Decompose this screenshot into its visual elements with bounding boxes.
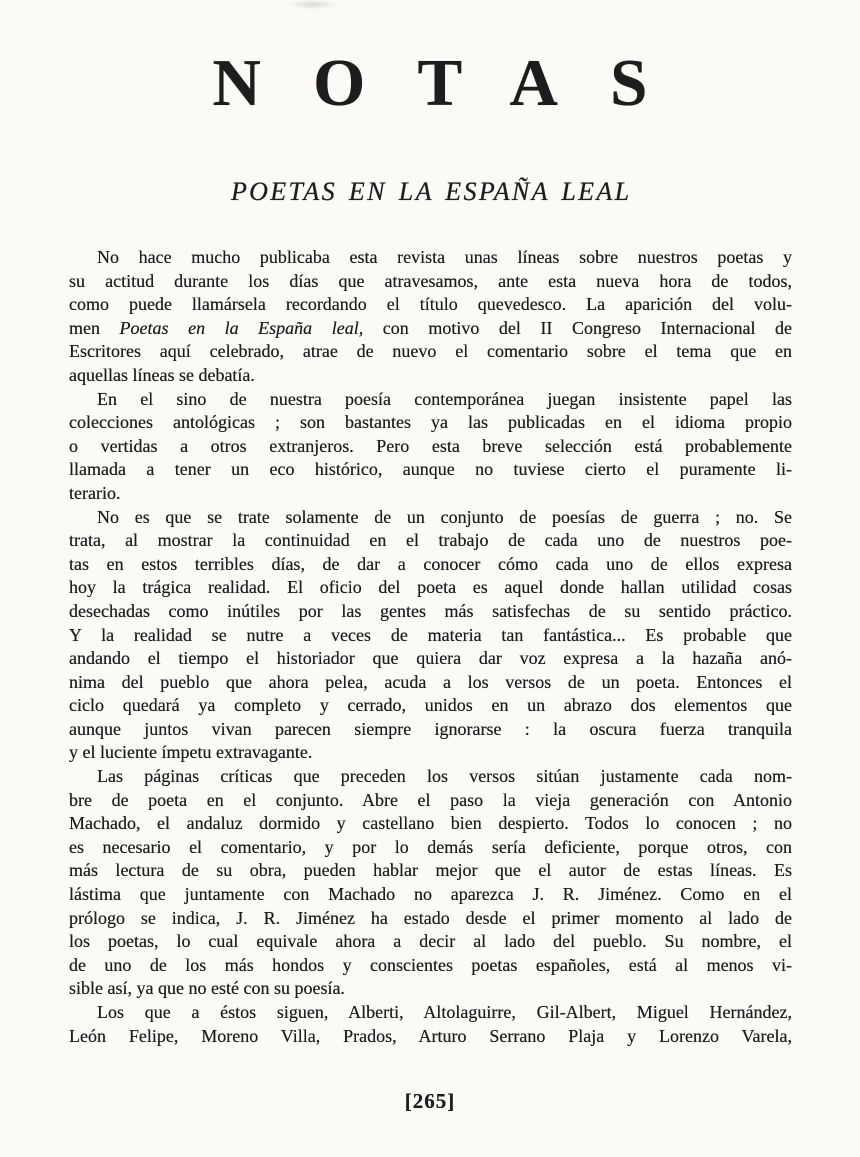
text-segment: y el luciente ímpetu extravagante. xyxy=(69,742,313,763)
page-title xyxy=(0,46,860,120)
page-title-text: NOTAS xyxy=(212,46,700,120)
text-line xyxy=(69,435,792,459)
text-line xyxy=(69,954,792,978)
text-segment: hoy la trágica realidad. El oficio del poeta es aquel donde hallan utilidad cosas xyxy=(69,577,792,598)
text-segment: No es que se trate solamente de un conjunto de poesías de guerra ; no. Se xyxy=(97,506,792,527)
text-line xyxy=(69,246,792,270)
text-line xyxy=(69,388,792,412)
page-number: [265] xyxy=(404,1089,456,1113)
text-segment: Machado, el andaluz dormido y castellano bien despierto. Todos lo conocen ; no xyxy=(69,813,792,834)
paragraph xyxy=(69,246,792,388)
scan-artifact-top xyxy=(287,0,339,9)
text-line xyxy=(69,458,792,482)
text-segment: ciclo quedará ya completo y cerrado, unidos en un abrazo dos elementos que xyxy=(69,695,792,716)
text-line xyxy=(69,930,792,954)
text-segment: de uno de los más hondos y conscientes poetas españoles, está al menos vi- xyxy=(69,954,792,975)
text-segment: León Felipe, Moreno Villa, Prados, Arturo Serrano Plaja y Lorenzo Varela, xyxy=(69,1025,792,1046)
text-line xyxy=(69,600,792,624)
text-line xyxy=(69,718,792,742)
text-line xyxy=(69,741,792,765)
text-segment: Poetas en la España leal, xyxy=(119,317,364,338)
text-segment: terario. xyxy=(69,482,121,503)
text-line xyxy=(69,671,792,695)
text-line xyxy=(69,812,792,836)
text-segment: su actitud durante los días que atravesamos, ante esta nueva hora de todos, xyxy=(69,270,792,291)
text-line xyxy=(69,647,792,671)
text-line xyxy=(69,694,792,718)
text-segment: sible así, ya que no esté con su poesía. xyxy=(69,978,345,999)
text-line xyxy=(69,506,792,530)
text-segment: tas en estos terribles días, de dar a conocer cómo cada uno de ellos expresa xyxy=(69,553,792,574)
article-subtitle-text: POETAS EN LA ESPAÑA LEAL xyxy=(230,177,632,206)
text-segment: los poetas, lo cual equivale ahora a decir al lado del pueblo. Su nombre, el xyxy=(69,931,792,952)
text-segment: prólogo se indica, J. R. Jiménez ha estado desde el primer momento al lado de xyxy=(69,907,792,928)
text-segment: colecciones antológicas ; son bastantes ya las publicadas en el idioma propio xyxy=(69,412,792,433)
text-line xyxy=(69,624,792,648)
text-segment: llamada a tener un eco histórico, aunque no tuviese cierto el puramente li- xyxy=(69,459,792,480)
text-line xyxy=(69,576,792,600)
text-segment: trata, al mostrar la continuidad en el trabajo de cada uno de nuestros poe- xyxy=(69,530,792,551)
text-segment: bre de poeta en el conjunto. Abre el paso la vieja generación con Antonio xyxy=(69,789,792,810)
text-line xyxy=(69,1025,792,1049)
text-line xyxy=(69,859,792,883)
text-segment: Escritores aquí celebrado, atrae de nuevo el comentario sobre el tema que en xyxy=(69,341,792,362)
text-segment: es necesario el comentario, y por lo demás sería deficiente, porque otros, con xyxy=(69,836,792,857)
text-segment: men xyxy=(69,317,120,338)
text-segment: nima del pueblo que ahora pelea, acuda a los versos de un poeta. Entonces el xyxy=(69,671,792,692)
text-line xyxy=(69,883,792,907)
text-line xyxy=(69,340,792,364)
text-line xyxy=(69,836,792,860)
text-segment: como puede llamársela recordando el título quevedesco. La aparición del volu- xyxy=(69,294,792,315)
text-line xyxy=(69,789,792,813)
text-segment: Los que a éstos siguen, Alberti, Altolaguirre, Gil-Albert, Miguel Hernández, xyxy=(97,1002,792,1022)
paragraph xyxy=(69,765,792,1001)
text-segment: más lectura de su obra, pueden hablar mejor que el autor de estas líneas. Es xyxy=(69,860,792,881)
text-segment: En el sino de nuestra poesía contemporánea juegan insistente papel las xyxy=(97,388,792,409)
text-line xyxy=(69,411,792,435)
text-segment: aunque juntos vivan parecen siempre ignorarse : la oscura fuerza tranquila xyxy=(69,718,792,739)
text-segment: aquellas líneas se debatía. xyxy=(69,364,255,385)
text-line xyxy=(69,364,792,388)
text-segment: Y la realidad se nutre a veces de materia tan fantástica... Es probable que xyxy=(69,624,792,645)
text-segment: andando el tiempo el historiador que quiera dar voz expresa a la hazaña anó- xyxy=(69,648,792,669)
text-line xyxy=(69,270,792,294)
article-subtitle xyxy=(0,179,860,205)
text-line xyxy=(69,907,792,931)
text-line xyxy=(69,293,792,317)
text-line xyxy=(69,1001,792,1025)
paragraph xyxy=(69,1001,792,1048)
text-line xyxy=(69,553,792,577)
text-segment: Las páginas críticas que preceden los versos sitúan justamente cada nom- xyxy=(97,766,792,787)
text-segment: No hace mucho publicaba esta revista unas líneas sobre nuestros poetas y xyxy=(97,247,792,267)
text-line xyxy=(69,317,792,341)
text-line xyxy=(69,529,792,553)
text-segment: desechadas como inútiles por las gentes más satisfechas de su sentido práctico. xyxy=(69,600,792,621)
text-line xyxy=(69,765,792,789)
text-segment: lástima que juntamente con Machado no aparezca J. R. Jiménez. Como en el xyxy=(69,884,792,905)
text-line xyxy=(69,482,792,506)
paragraph xyxy=(69,388,792,506)
text-segment: o vertidas a otros extranjeros. Pero esta breve selección está probablemente xyxy=(69,435,792,456)
paragraph xyxy=(69,506,792,766)
body-text xyxy=(69,246,792,1048)
text-segment: con motivo del II Congreso Internacional de xyxy=(363,317,792,338)
text-line xyxy=(69,977,792,1001)
